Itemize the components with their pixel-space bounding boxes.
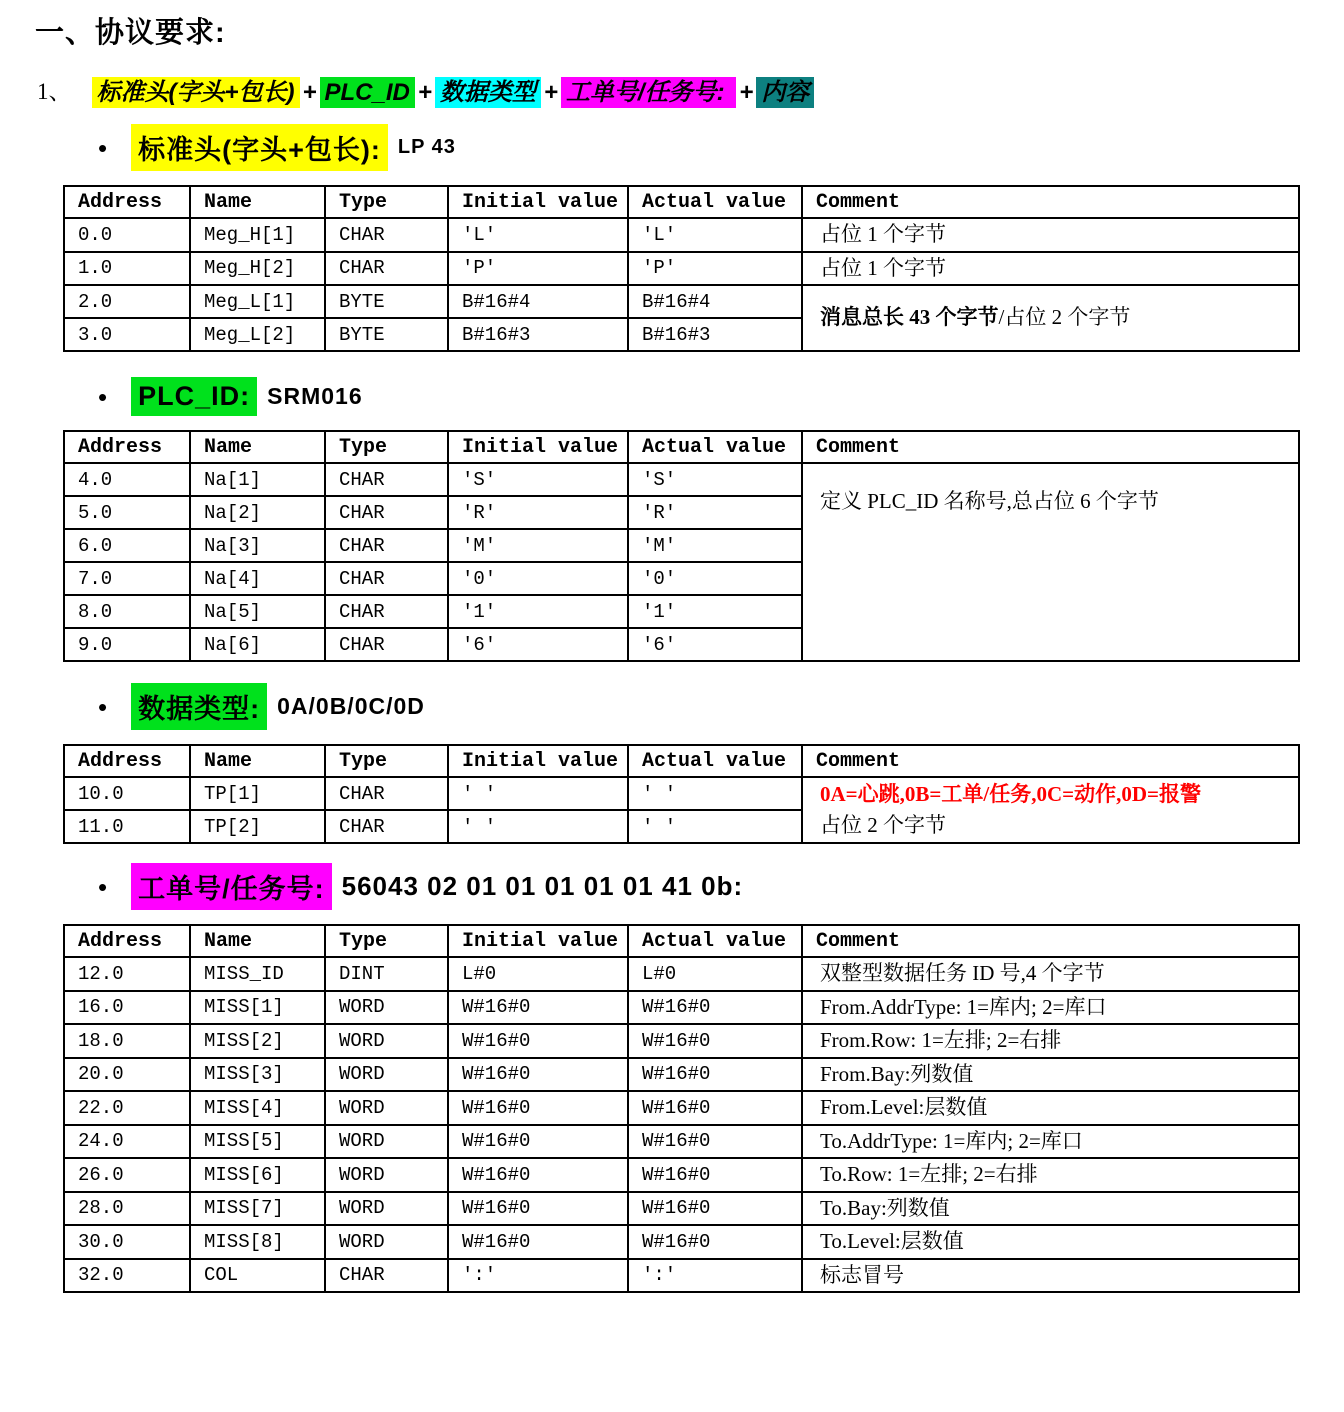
column-header: Actual value [628,186,802,218]
table-body [64,957,1299,1292]
table-cell: 11.0 [64,810,190,843]
table-cell: Na[2] [190,496,325,529]
table-head [64,925,1299,957]
table-cell: W#16#0 [628,1192,802,1226]
table-cell: CHAR [325,595,448,628]
comment-run: From.Level:层数值 [820,1095,988,1119]
table-cell: CHAR [325,1259,448,1293]
table-cell: 9.0 [64,628,190,661]
table-cell: WORD [325,991,448,1025]
table-cell: 'M' [628,529,802,562]
table-cell: 22.0 [64,1091,190,1125]
table-cell: MISS[7] [190,1192,325,1226]
table-cell: ':' [448,1259,628,1293]
table-cell: L#0 [448,957,628,991]
table-row [64,777,1299,810]
table-cell: WORD [325,1192,448,1226]
table-cell: 'R' [628,496,802,529]
protocol-table [63,430,1300,662]
document-page [0,10,1344,1293]
table-cell: W#16#0 [448,1024,628,1058]
table-cell: 16.0 [64,991,190,1025]
table-cell: 6.0 [64,529,190,562]
table-cell: B#16#4 [628,285,802,318]
comment-cell [802,218,1299,252]
table-cell: '0' [628,562,802,595]
sections-container [0,124,1344,1293]
column-header: Initial value [448,745,628,777]
table-head [64,745,1299,777]
table-row [64,1091,1299,1125]
table-cell: 10.0 [64,777,190,810]
column-header: Type [325,925,448,957]
table-cell: CHAR [325,777,448,810]
table-cell: '0' [448,562,628,595]
table-row [64,957,1299,991]
column-header: Name [190,186,325,218]
formula-highlight-segment: 工单号/任务号: [561,77,736,108]
comment-line [820,1059,1294,1091]
column-header: Address [64,431,190,463]
table-cell: Na[3] [190,529,325,562]
table-cell: W#16#0 [448,1225,628,1259]
table-cell: W#16#0 [628,1158,802,1192]
table-cell: Na[5] [190,595,325,628]
table-cell: W#16#0 [448,1158,628,1192]
table-cell: MISS[3] [190,1058,325,1092]
comment-run: /占位 2 个字节 [998,305,1131,330]
table-cell: W#16#0 [448,1192,628,1226]
comment-run: From.Row: 1=左排; 2=右排 [820,1028,1062,1052]
table-cell: W#16#0 [448,1058,628,1092]
comment-line [820,1260,1294,1292]
table-cell: CHAR [325,496,448,529]
comment-cell [802,463,1299,661]
column-header: Name [190,431,325,463]
comment-cell [802,1125,1299,1159]
comment-line [820,1193,1294,1225]
formula-highlight-segment: 内容 [756,77,814,108]
column-header: Name [190,745,325,777]
table-cell: Meg_H[1] [190,218,325,252]
comment-run: To.AddrType: 1=库内; 2=库口 [820,1128,1083,1153]
table-cell: 8.0 [64,595,190,628]
column-header: Initial value [448,431,628,463]
table-cell: Na[1] [190,463,325,496]
formula-plus-text: + [302,79,317,106]
protocol-table [63,744,1300,844]
table-cell: 'P' [448,252,628,286]
comment-run: 占位 1 个字节 [820,255,946,280]
table-cell: Meg_L[2] [190,318,325,351]
column-header: Actual value [628,925,802,957]
table-cell: COL [190,1259,325,1293]
table-cell: MISS[5] [190,1125,325,1159]
table-cell: 'L' [628,218,802,252]
comment-run: 0A=心跳,0B=工单/任务,0C=动作,0D=报警 [820,781,1201,806]
bullet-label: 标准头(字头+包长): [131,124,388,171]
table-cell: MISS[4] [190,1091,325,1125]
comment-cell [802,285,1299,351]
table-cell: 4.0 [64,463,190,496]
table-cell: 2.0 [64,285,190,318]
table-cell: Meg_L[1] [190,285,325,318]
table-cell: W#16#0 [448,1125,628,1159]
comment-cell [802,252,1299,286]
table-cell: ' ' [628,810,802,843]
table-cell: ' ' [448,777,628,810]
table-cell: 7.0 [64,562,190,595]
table-cell: W#16#0 [628,1125,802,1159]
table-cell: L#0 [628,957,802,991]
table-row [64,1024,1299,1058]
comment-cell [802,1158,1299,1192]
table-cell: W#16#0 [628,1024,802,1058]
table-cell: CHAR [325,529,448,562]
table-cell: CHAR [325,628,448,661]
table-cell: W#16#0 [448,991,628,1025]
formula-plus-text: + [543,79,558,106]
table-cell: MISS[8] [190,1225,325,1259]
table-cell: W#16#0 [628,1058,802,1092]
formula-highlight-segment: 标准头(字头+包长) [92,77,300,108]
table-cell: 30.0 [64,1225,190,1259]
column-header: Actual value [628,745,802,777]
table-cell: WORD [325,1225,448,1259]
table-cell: 'M' [448,529,628,562]
column-header: Initial value [448,925,628,957]
table-row [64,1225,1299,1259]
table-header-row [64,186,1299,218]
table-row [64,1259,1299,1293]
comment-line [820,253,1294,285]
table-cell: W#16#0 [628,1225,802,1259]
table-cell: '1' [628,595,802,628]
table-cell: WORD [325,1091,448,1125]
table-cell: 28.0 [64,1192,190,1226]
column-header: Comment [802,431,1299,463]
table-cell: CHAR [325,463,448,496]
column-header: Comment [802,186,1299,218]
comment-cell [802,1192,1299,1226]
table-body [64,777,1299,843]
column-header: Type [325,431,448,463]
table-row [64,1058,1299,1092]
table-row [64,1192,1299,1226]
comment-line [820,486,1294,518]
formula-segments [92,72,815,107]
table-cell: 3.0 [64,318,190,351]
comment-cell [802,957,1299,991]
comment-line [820,219,1294,251]
table-cell: 32.0 [64,1259,190,1293]
table-cell: '6' [628,628,802,661]
comment-run: To.Row: 1=左排; 2=右排 [820,1162,1038,1186]
table-cell: W#16#0 [628,991,802,1025]
table-row [64,1125,1299,1159]
table-cell: DINT [325,957,448,991]
table-cell: ' ' [448,810,628,843]
comment-line [820,1126,1294,1158]
table-body [64,463,1299,661]
list-number: 1、 [37,79,72,104]
comment-line [820,1226,1294,1258]
table-cell: 12.0 [64,957,190,991]
comment-cell [802,1091,1299,1125]
comment-line [820,1159,1294,1191]
table-cell: CHAR [325,562,448,595]
column-header: Initial value [448,186,628,218]
table-body [64,218,1299,351]
table-cell: 'R' [448,496,628,529]
column-header: Comment [802,745,1299,777]
table-row [64,991,1299,1025]
comment-run: From.AddrType: 1=库内; 2=库口 [820,994,1107,1019]
table-cell: CHAR [325,218,448,252]
table-cell: Na[4] [190,562,325,595]
comment-cell [802,777,1299,843]
table-cell: 5.0 [64,496,190,529]
table-cell: 20.0 [64,1058,190,1092]
table-cell: '6' [448,628,628,661]
table-header-row [64,745,1299,777]
table-cell: ':' [628,1259,802,1293]
comment-cell [802,1058,1299,1092]
table-cell: W#16#0 [448,1091,628,1125]
comment-line [820,779,1294,811]
protocol-table [63,924,1300,1293]
column-header: Actual value [628,431,802,463]
column-header: Address [64,925,190,957]
table-cell: W#16#0 [628,1091,802,1125]
table-cell: B#16#3 [628,318,802,351]
bullet-value: SRM016 [267,383,363,409]
comment-line [820,1025,1294,1057]
comment-cell [802,1024,1299,1058]
table-cell: MISS[2] [190,1024,325,1058]
bullet-icon: • [98,871,108,902]
table-cell: MISS[6] [190,1158,325,1192]
comment-line [820,1092,1294,1124]
table-cell: BYTE [325,318,448,351]
comment-run: To.Level:层数值 [820,1229,964,1253]
table-row [64,463,1299,496]
bullet-icon: • [98,132,108,163]
column-header: Name [190,925,325,957]
protocol-formula-line [37,72,1344,107]
table-head [64,431,1299,463]
table-header-row [64,925,1299,957]
table-cell: ' ' [628,777,802,810]
table-cell: 'L' [448,218,628,252]
table-cell: WORD [325,1158,448,1192]
protocol-table [63,185,1300,352]
table-header-row [64,431,1299,463]
table-cell: 24.0 [64,1125,190,1159]
comment-cell [802,1225,1299,1259]
table-cell: 'S' [448,463,628,496]
comment-run: 消息总长 43 个字节 [820,305,999,330]
table-cell: 'S' [628,463,802,496]
bullet-icon: • [98,381,108,412]
table-cell: B#16#3 [448,318,628,351]
bullet-value: LP 43 [397,136,456,158]
bullet-value: 0A/0B/0C/0D [277,693,425,719]
formula-plus-text: + [417,79,432,106]
table-cell: Meg_H[2] [190,252,325,286]
comment-run: 占位 2 个字节 [820,813,946,837]
column-header: Comment [802,925,1299,957]
comment-run: 标志冒号 [820,1262,904,1287]
bullet-icon: • [98,691,108,722]
table-cell: 1.0 [64,252,190,286]
column-header: Type [325,186,448,218]
table-cell: MISS_ID [190,957,325,991]
table-row [64,285,1299,318]
table-cell: B#16#4 [448,285,628,318]
bullet-item [98,863,1344,910]
table-cell: CHAR [325,252,448,286]
comment-line [820,810,1294,842]
table-cell: WORD [325,1058,448,1092]
comment-run: 定义 PLC_ID 名称号,总占位 6 个字节 [820,489,1159,513]
table-cell: 0.0 [64,218,190,252]
bullet-label: 工单号/任务号: [131,863,332,910]
comment-run: To.Bay:列数值 [820,1195,950,1220]
bullet-value: 56043 02 01 01 01 01 01 41 0b: [341,871,744,901]
table-cell: TP[2] [190,810,325,843]
table-cell: Na[6] [190,628,325,661]
comment-run: 占位 1 个字节 [820,222,946,246]
page-title: 一、协议要求: [35,17,226,49]
table-cell: WORD [325,1125,448,1159]
table-cell: '1' [448,595,628,628]
table-cell: BYTE [325,285,448,318]
table-row [64,252,1299,286]
comment-cell [802,1259,1299,1293]
comment-line [820,302,1294,334]
bullet-label: 数据类型: [131,683,267,730]
column-header: Address [64,745,190,777]
comment-run: From.Bay:列数值 [820,1061,974,1086]
column-header: Address [64,186,190,218]
table-cell: 18.0 [64,1024,190,1058]
comment-run: 双整型数据任务 ID 号,4 个字节 [820,961,1105,985]
comment-line [820,958,1294,990]
bullet-label: PLC_ID: [131,377,257,416]
table-cell: MISS[1] [190,991,325,1025]
table-head [64,186,1299,218]
formula-plus-text: + [739,79,754,106]
formula-highlight-segment: PLC_ID [320,77,415,108]
column-header: Type [325,745,448,777]
table-cell: 26.0 [64,1158,190,1192]
table-cell: TP[1] [190,777,325,810]
table-row [64,218,1299,252]
table-cell: 'P' [628,252,802,286]
comment-line [820,992,1294,1024]
table-cell: WORD [325,1024,448,1058]
table-cell: CHAR [325,810,448,843]
bullet-item [98,377,1344,416]
table-row [64,1158,1299,1192]
bullet-item [98,683,1344,730]
comment-cell [802,991,1299,1025]
formula-highlight-segment: 数据类型 [435,77,541,108]
bullet-item [98,124,1344,171]
